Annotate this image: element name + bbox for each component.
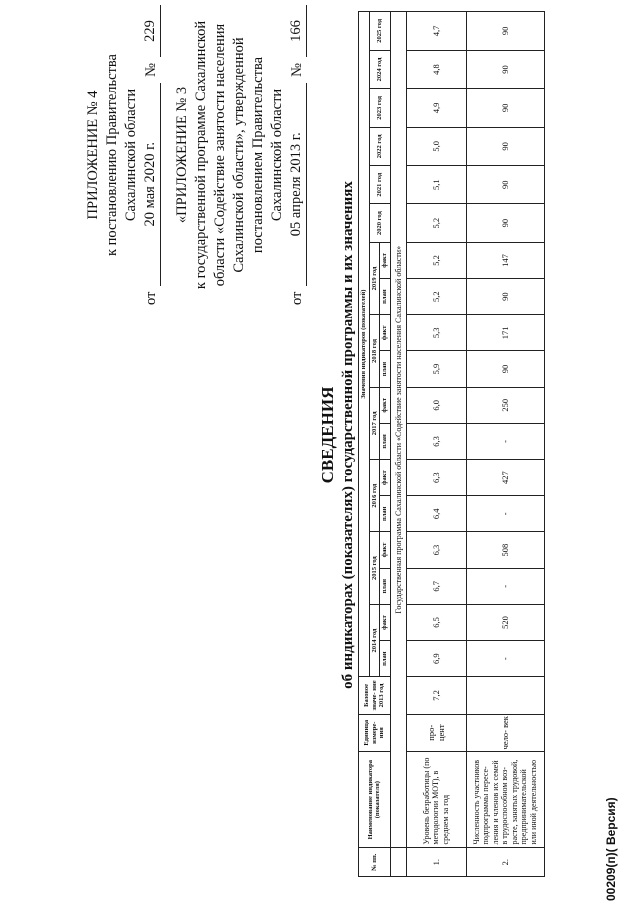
- document-code: 00209(п)( Версия): [604, 797, 618, 901]
- row-value-cell: 6,3: [406, 532, 466, 568]
- plan-header: план: [380, 641, 391, 677]
- fact-header: факт: [380, 604, 391, 640]
- col-name-header: Наименование индикатора (показателя): [359, 751, 391, 848]
- year-header: 2020 год: [369, 204, 390, 242]
- orig-appendix-line1: к государственной программе Сахалинской: [193, 20, 209, 290]
- fact-header: факт: [380, 387, 391, 423]
- orig-appendix-line5: Сахалинской области: [269, 88, 285, 222]
- year-header: 2015 год: [369, 532, 380, 604]
- row-value-cell: 5,9: [406, 351, 466, 387]
- header-row-1: [359, 12, 370, 877]
- row-value-cell: -: [466, 641, 544, 677]
- appendix-title: ПРИЛОЖЕНИЕ № 4: [85, 90, 101, 220]
- heading-title: СВЕДЕНИЯ: [318, 386, 337, 484]
- plan-header: план: [380, 568, 391, 604]
- row-base-cell: 7,2: [406, 677, 466, 714]
- row-name-cell: Уровень безработицы (по методологии МОТ), в среднем за год: [406, 751, 466, 848]
- row-value-cell: 6,5: [406, 604, 466, 640]
- col-base-header: Базовое значе- ние 2013 год: [359, 677, 391, 714]
- row-value-cell: 5,0: [406, 127, 466, 165]
- row-value-cell: 520: [466, 604, 544, 640]
- year-header: 2025 год: [369, 12, 390, 51]
- orig-appendix-no-label: №: [289, 63, 305, 77]
- orig-appendix-title: «ПРИЛОЖЕНИЕ № 3: [174, 86, 190, 224]
- row-value-cell: 5,2: [406, 204, 466, 242]
- orig-appendix-number: 166: [287, 5, 307, 57]
- program-num-cell: [390, 848, 406, 877]
- row-unit-cell: чело- век: [466, 714, 544, 751]
- fact-header: факт: [380, 242, 391, 278]
- row-value-cell: -: [466, 568, 544, 604]
- row-num-cell: 2.: [466, 848, 544, 877]
- row-value-cell: 5,1: [406, 166, 466, 204]
- orig-appendix-from-label: от: [289, 291, 305, 305]
- row-value-cell: 90: [466, 89, 544, 127]
- row-value-cell: 90: [466, 127, 544, 165]
- orig-appendix-date-line: [287, 5, 307, 305]
- table-row: [466, 12, 544, 877]
- orig-appendix-line3: Сахалинской области», утвержденной: [231, 37, 247, 273]
- row-name-cell: Численность участников подпрограммы пересе- ления и членов их семей в трудоспособном воз- расте, занятых трудовой, предпринимательской или иной деятельностью: [466, 751, 544, 848]
- orig-appendix-date: 05 апреля 2013 г.: [287, 83, 307, 286]
- row-value-cell: 6,3: [406, 423, 466, 459]
- row-value-cell: 6,0: [406, 387, 466, 423]
- orig-appendix-line4: постановлением Правительства: [250, 56, 266, 254]
- appendix-block: [84, 5, 307, 305]
- row-value-cell: 90: [466, 166, 544, 204]
- year-header: 2023 год: [369, 89, 390, 127]
- col-unit-header: Единица измере- ния: [359, 714, 391, 751]
- row-value-cell: 5,3: [406, 315, 466, 351]
- col-num-header: № пп.: [359, 848, 391, 877]
- year-header: 2024 год: [369, 50, 390, 88]
- row-value-cell: 171: [466, 315, 544, 351]
- appendix-from-label: от: [143, 291, 159, 305]
- document-heading: [318, 95, 358, 775]
- year-header: 2019 год: [369, 242, 380, 314]
- year-header: 2016 год: [369, 460, 380, 532]
- row-value-cell: 90: [466, 12, 544, 51]
- orig-appendix-line2: области «Содействие занятости населения: [212, 23, 228, 287]
- indicators-table: [358, 11, 545, 877]
- program-title-row: [390, 12, 406, 877]
- row-num-cell: 1.: [406, 848, 466, 877]
- row-value-cell: 147: [466, 242, 544, 278]
- year-header: 2022 год: [369, 127, 390, 165]
- row-value-cell: 508: [466, 532, 544, 568]
- appendix-date: 20 мая 2020 г.: [141, 83, 161, 286]
- row-value-cell: 427: [466, 460, 544, 496]
- row-value-cell: 90: [466, 351, 544, 387]
- fact-header: факт: [380, 460, 391, 496]
- row-value-cell: -: [466, 496, 544, 532]
- plan-header: план: [380, 423, 391, 459]
- row-base-cell: [466, 677, 544, 714]
- row-value-cell: 6,9: [406, 641, 466, 677]
- row-value-cell: 4,9: [406, 89, 466, 127]
- table-row: [406, 12, 466, 877]
- appendix-date-line: [141, 5, 161, 305]
- year-header: 2014 год: [369, 604, 380, 676]
- year-header: 2017 год: [369, 387, 380, 459]
- row-value-cell: 6,4: [406, 496, 466, 532]
- row-value-cell: 6,3: [406, 460, 466, 496]
- fact-header: факт: [380, 532, 391, 568]
- row-value-cell: 6,7: [406, 568, 466, 604]
- row-value-cell: 4,7: [406, 12, 466, 51]
- appendix-no-label: №: [143, 63, 159, 77]
- plan-header: план: [380, 496, 391, 532]
- row-unit-cell: про- цент: [406, 714, 466, 751]
- program-title-cell: Государственная программа Сахалинской области «Содействие занятости населения Сахалинской области»: [390, 12, 406, 848]
- row-value-cell: 4,8: [406, 50, 466, 88]
- year-header: 2021 год: [369, 166, 390, 204]
- row-value-cell: 5,2: [406, 279, 466, 315]
- fact-header: факт: [380, 315, 391, 351]
- row-value-cell: 5,2: [406, 242, 466, 278]
- row-value-cell: 90: [466, 50, 544, 88]
- year-header: 2018 год: [369, 315, 380, 387]
- table-body: [390, 12, 544, 877]
- plan-header: план: [380, 351, 391, 387]
- row-value-cell: -: [466, 423, 544, 459]
- row-value-cell: 250: [466, 387, 544, 423]
- heading-subtitle: об индикаторах (показателях) государственной программы и их значениях: [340, 181, 356, 689]
- appendix-region: Сахалинской области: [123, 88, 139, 222]
- row-value-cell: 90: [466, 204, 544, 242]
- plan-header: план: [380, 279, 391, 315]
- col-values-header: Значения индикаторов (показателей): [359, 12, 370, 677]
- appendix-to-decree: к постановлению Правительства: [104, 54, 120, 256]
- appendix-number: 229: [141, 5, 161, 57]
- row-value-cell: 90: [466, 279, 544, 315]
